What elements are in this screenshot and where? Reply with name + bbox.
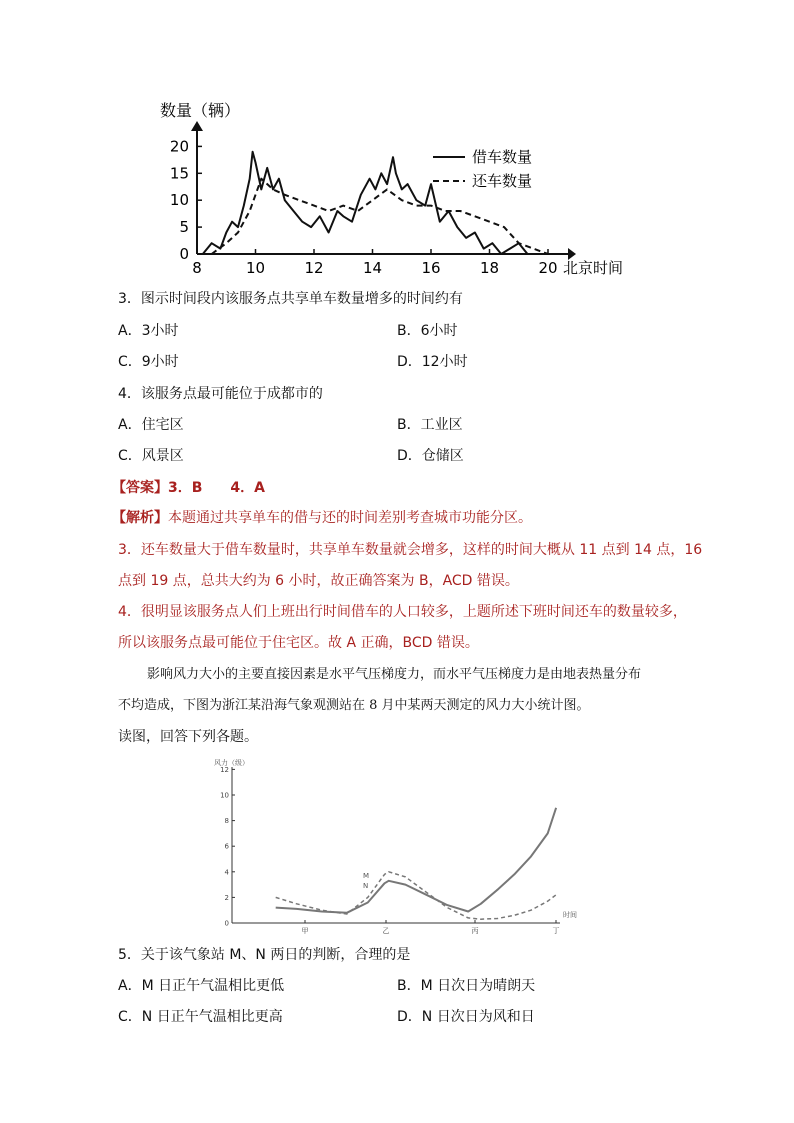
analysis-q3-line1: 3．还车数量大于借车数量时，共享单车数量就会增多，这样的时间大概从 11 点到 14 点，16: [118, 542, 703, 558]
chart1-x-tick-label: 8: [192, 259, 202, 277]
chart2-x-tick-label: 丙: [471, 927, 479, 935]
chart1-y-tick-label: 20: [169, 137, 189, 156]
chart1-y-tick-label: 5: [179, 218, 189, 237]
chart1-axes: [191, 121, 576, 260]
chart2-x-ticks: [302, 920, 560, 935]
analysis-intro-line: [112, 509, 532, 527]
legend-return-label: 还车数量: [472, 172, 533, 190]
q4-option-a[interactable]: A．住宅区: [118, 417, 184, 433]
chart2-axes: [232, 767, 560, 923]
answer-line: [112, 479, 265, 497]
chart2-y-ticks: [220, 766, 235, 928]
q4-option-b[interactable]: B．工业区: [397, 417, 463, 433]
chart1-series: [203, 152, 548, 254]
analysis-q4-line2: 所以该服务点最可能位于住宅区。故 A 正确，BCD 错误。: [118, 635, 479, 651]
answer-label: 【答案】: [112, 480, 168, 496]
chart1-y-tick-label: 0: [179, 245, 189, 263]
bike-sharing-chart: [150, 95, 650, 280]
chart2-x-tick-label: 甲: [301, 927, 309, 935]
chart1-y-tick-label: 10: [169, 191, 189, 210]
chart2-y-tick-label: 0: [224, 919, 229, 928]
chart1-x-tick-label: 16: [421, 259, 441, 277]
legend-borrow-label: 借车数量: [472, 148, 533, 166]
chart1-legend: [433, 148, 532, 190]
chart1-xlabel: 北京时间: [563, 259, 624, 277]
chart1-x-tick-label: 18: [479, 259, 500, 277]
q5-option-c[interactable]: C．N 日正午气温相比更高: [118, 1009, 283, 1025]
chart1-ylabel: 数量（辆）: [160, 101, 241, 120]
chart1-x-tick-label: 20: [538, 259, 558, 277]
series-label-n: N: [363, 882, 369, 890]
wind-force-chart: [210, 757, 590, 937]
q5-option-b[interactable]: B．M 日次日为晴朗天: [397, 978, 536, 994]
q4-option-d[interactable]: D．仓储区: [397, 448, 464, 464]
chart2-y-tick-label: 12: [220, 765, 229, 774]
chart2-x-tick-label: 丁: [552, 927, 560, 935]
chart2-xlabel: 时间: [563, 911, 577, 919]
q3-option-b[interactable]: B．6小时: [397, 323, 458, 339]
chart2-y-tick-label: 2: [224, 893, 229, 902]
q3-option-c[interactable]: C．9小时: [118, 354, 179, 370]
q4-stem: 4．该服务点最可能位于成都市的: [118, 386, 323, 402]
q3-option-a[interactable]: A．3小时: [118, 323, 179, 339]
passage-line3: 读图，回答下列各题。: [118, 729, 258, 745]
chart2-ylabel: 风力（级）: [214, 759, 249, 767]
n-day-series-line: [276, 808, 556, 913]
q4-option-c[interactable]: C．风景区: [118, 448, 184, 464]
q3-stem: 3．图示时间段内该服务点共享单车数量增多的时间约有: [118, 291, 463, 307]
q3-option-d[interactable]: D．12小时: [397, 354, 468, 370]
q5-option-a[interactable]: A．M 日正午气温相比更低: [118, 978, 285, 994]
chart2-y-tick-label: 6: [224, 842, 229, 851]
analysis-q3-line2: 点到 19 点，总共大约为 6 小时，故正确答案为 B，ACD 错误。: [118, 573, 519, 589]
q5-option-d[interactable]: D．N 日次日为风和日: [397, 1009, 535, 1025]
chart2-y-tick-label: 10: [220, 791, 229, 800]
chart1-x-tick-label: 14: [362, 259, 383, 277]
analysis-label: 【解析】: [112, 510, 168, 526]
passage-line2: 不均造成，下图为浙江某沿海气象观测站在 8 月中某两天测定的风力大小统计图。: [118, 698, 590, 713]
series-label-m: M: [363, 872, 370, 880]
chart1-y-axis-arrow: [191, 121, 203, 131]
answer-value: 3．B 4．A: [168, 480, 265, 496]
q5-stem: 5．关于该气象站 M、N 两日的判断，合理的是: [118, 947, 411, 963]
chart1-x-tick-label: 12: [304, 259, 324, 277]
passage-line1: 影响风力大小的主要直接因素是水平气压梯度力，而水平气压梯度力是由地表热量分布: [147, 667, 642, 682]
chart2-x-tick-label: 乙: [382, 927, 390, 935]
analysis-q4-line1: 4．很明显该服务点人们上班出行时间借车的人口较多，上题所述下班时间还车的数量较多，: [118, 604, 687, 620]
chart1-x-tick-label: 10: [245, 259, 266, 277]
chart2-y-tick-label: 4: [224, 868, 229, 877]
chart1-y-tick-label: 15: [169, 164, 189, 183]
chart2-y-tick-label: 8: [224, 817, 229, 826]
analysis-intro: 本题通过共享单车的借与还的时间差别考查城市功能分区。: [168, 510, 532, 526]
chart2-series: [276, 808, 556, 919]
